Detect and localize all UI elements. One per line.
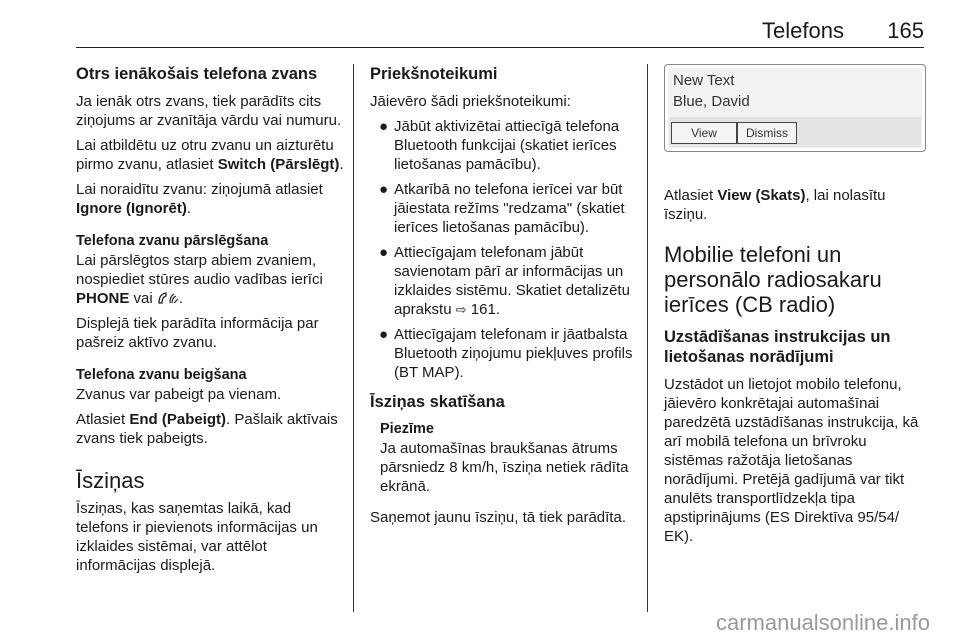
paragraph: Jāievēro šādi priekšnoteikumi:: [370, 93, 571, 110]
paragraph: Zvanus var pabeigt pa vienam.: [76, 386, 282, 403]
heading-switch-calls: Telefona zvanu pārslēgšana: [76, 233, 269, 249]
message-screen-illustration: [664, 64, 926, 152]
phone-handset-icon: [157, 291, 179, 305]
header-rule: [76, 47, 924, 48]
column-2: [370, 64, 640, 533]
column-3: [664, 64, 926, 552]
dismiss-button[interactable]: Dismiss: [737, 122, 797, 144]
heading-end-calls: Telefona zvanu beigšana: [76, 367, 247, 383]
heading-installation: Uzstādīšanas instrukcijas un lietošanas norādījumi: [664, 328, 891, 366]
paragraph: Īsziņas, kas saņemtas laikā, kad telefons ir pievienots informācijas un izklaides sistēmai, var attēlot informācijas displejā.: [76, 500, 318, 574]
list-item: ● Jābūt aktivizētai attiecīgā telefona Bluetooth funkcijai (skatiet ierīces lietošanas pamācību).: [379, 118, 620, 173]
prerequisite-list: [370, 117, 640, 382]
list-item: ● Attiecīgajam telefonam ir jāatbalsta Bluetooth ziņojumu piekļuves profils (BT MAP).: [379, 326, 633, 381]
screen-sender: Blue, David: [673, 93, 750, 110]
heading-prerequisites: Priekšnoteikumi: [370, 65, 498, 83]
paragraph: Uzstādot un lietojot mobilo telefonu, jāievēro konkrētajai automašīnai paredzētā uzstādīšanas instrukcija, kā arī mobilā telefona un brīvroku sistēmas ražotāja lietošanas norādījumi. Pretējā gadījumā var tikt anulēts transportlīdzekļa tipa apstiprinājums (ES Direktīva 95/54/ EK).: [664, 376, 919, 545]
paragraph: Lai pārslēgtos starp abiem zvaniem, nospiediet stūres audio vadības ierīci PHONE vai .: [76, 252, 323, 307]
list-item: ● Atkarībā no telefona ierīcei var būt jāiestata režīms "redzama" (skatiet ierīces lietošanas pamācību).: [379, 181, 625, 236]
page-number: 165: [887, 18, 924, 43]
heading-mobile-phones: Mobilie telefoni un personālo radiosakaru ierīces (CB radio): [664, 242, 882, 317]
paragraph: Atlasiet View (Skats), lai nolasītu īsziņu.: [664, 187, 886, 223]
chapter-title: Telefons: [762, 18, 844, 43]
paragraph: Ja ienāk otrs zvans, tiek parādīts cits ziņojums ar zvanītāja vārdu vai numuru.: [76, 93, 342, 129]
note-text: Ja automašīnas braukšanas ātrums pārsniedz 8 km/h, īsziņa netiek rādīta ekrānā.: [380, 440, 629, 495]
reference-arrow-icon: ⇨: [455, 302, 467, 317]
heading-messages: Īsziņas: [76, 468, 145, 493]
view-button[interactable]: View: [671, 122, 737, 144]
column-divider-2: [647, 64, 648, 612]
note: [370, 420, 640, 496]
paragraph: Lai atbildētu uz otru zvanu un aizturētu pirmo zvanu, atlasiet Switch (Pārslēgt).: [76, 137, 344, 173]
paragraph: Atlasiet End (Pabeigt). Pašlaik aktīvais zvans tiek pabeigts.: [76, 411, 338, 447]
column-1: [76, 64, 344, 581]
paragraph: Lai noraidītu zvanu: ziņojumā atlasiet Ignore (Ignorēt).: [76, 181, 323, 217]
list-item: ● Attiecīgajam telefonam jābūt savienotam pārī ar informācijas un izklaides sistēmu. Skatiet detalizētu aprakstu ⇨ 161.: [379, 244, 630, 318]
note-title: Piezīme: [380, 421, 434, 437]
heading-view-messages: Īsziņas skatīšana: [370, 393, 505, 411]
screen-title: New Text: [673, 72, 735, 89]
paragraph: Displejā tiek parādīta informācija par pašreiz aktīvo zvanu.: [76, 315, 319, 351]
heading-second-call: Otrs ienākošais telefona zvans: [76, 65, 318, 83]
paragraph: Saņemot jaunu īsziņu, tā tiek parādīta.: [370, 509, 626, 526]
watermark: carmanualsonline.info: [715, 610, 930, 635]
column-divider-1: [353, 64, 354, 612]
